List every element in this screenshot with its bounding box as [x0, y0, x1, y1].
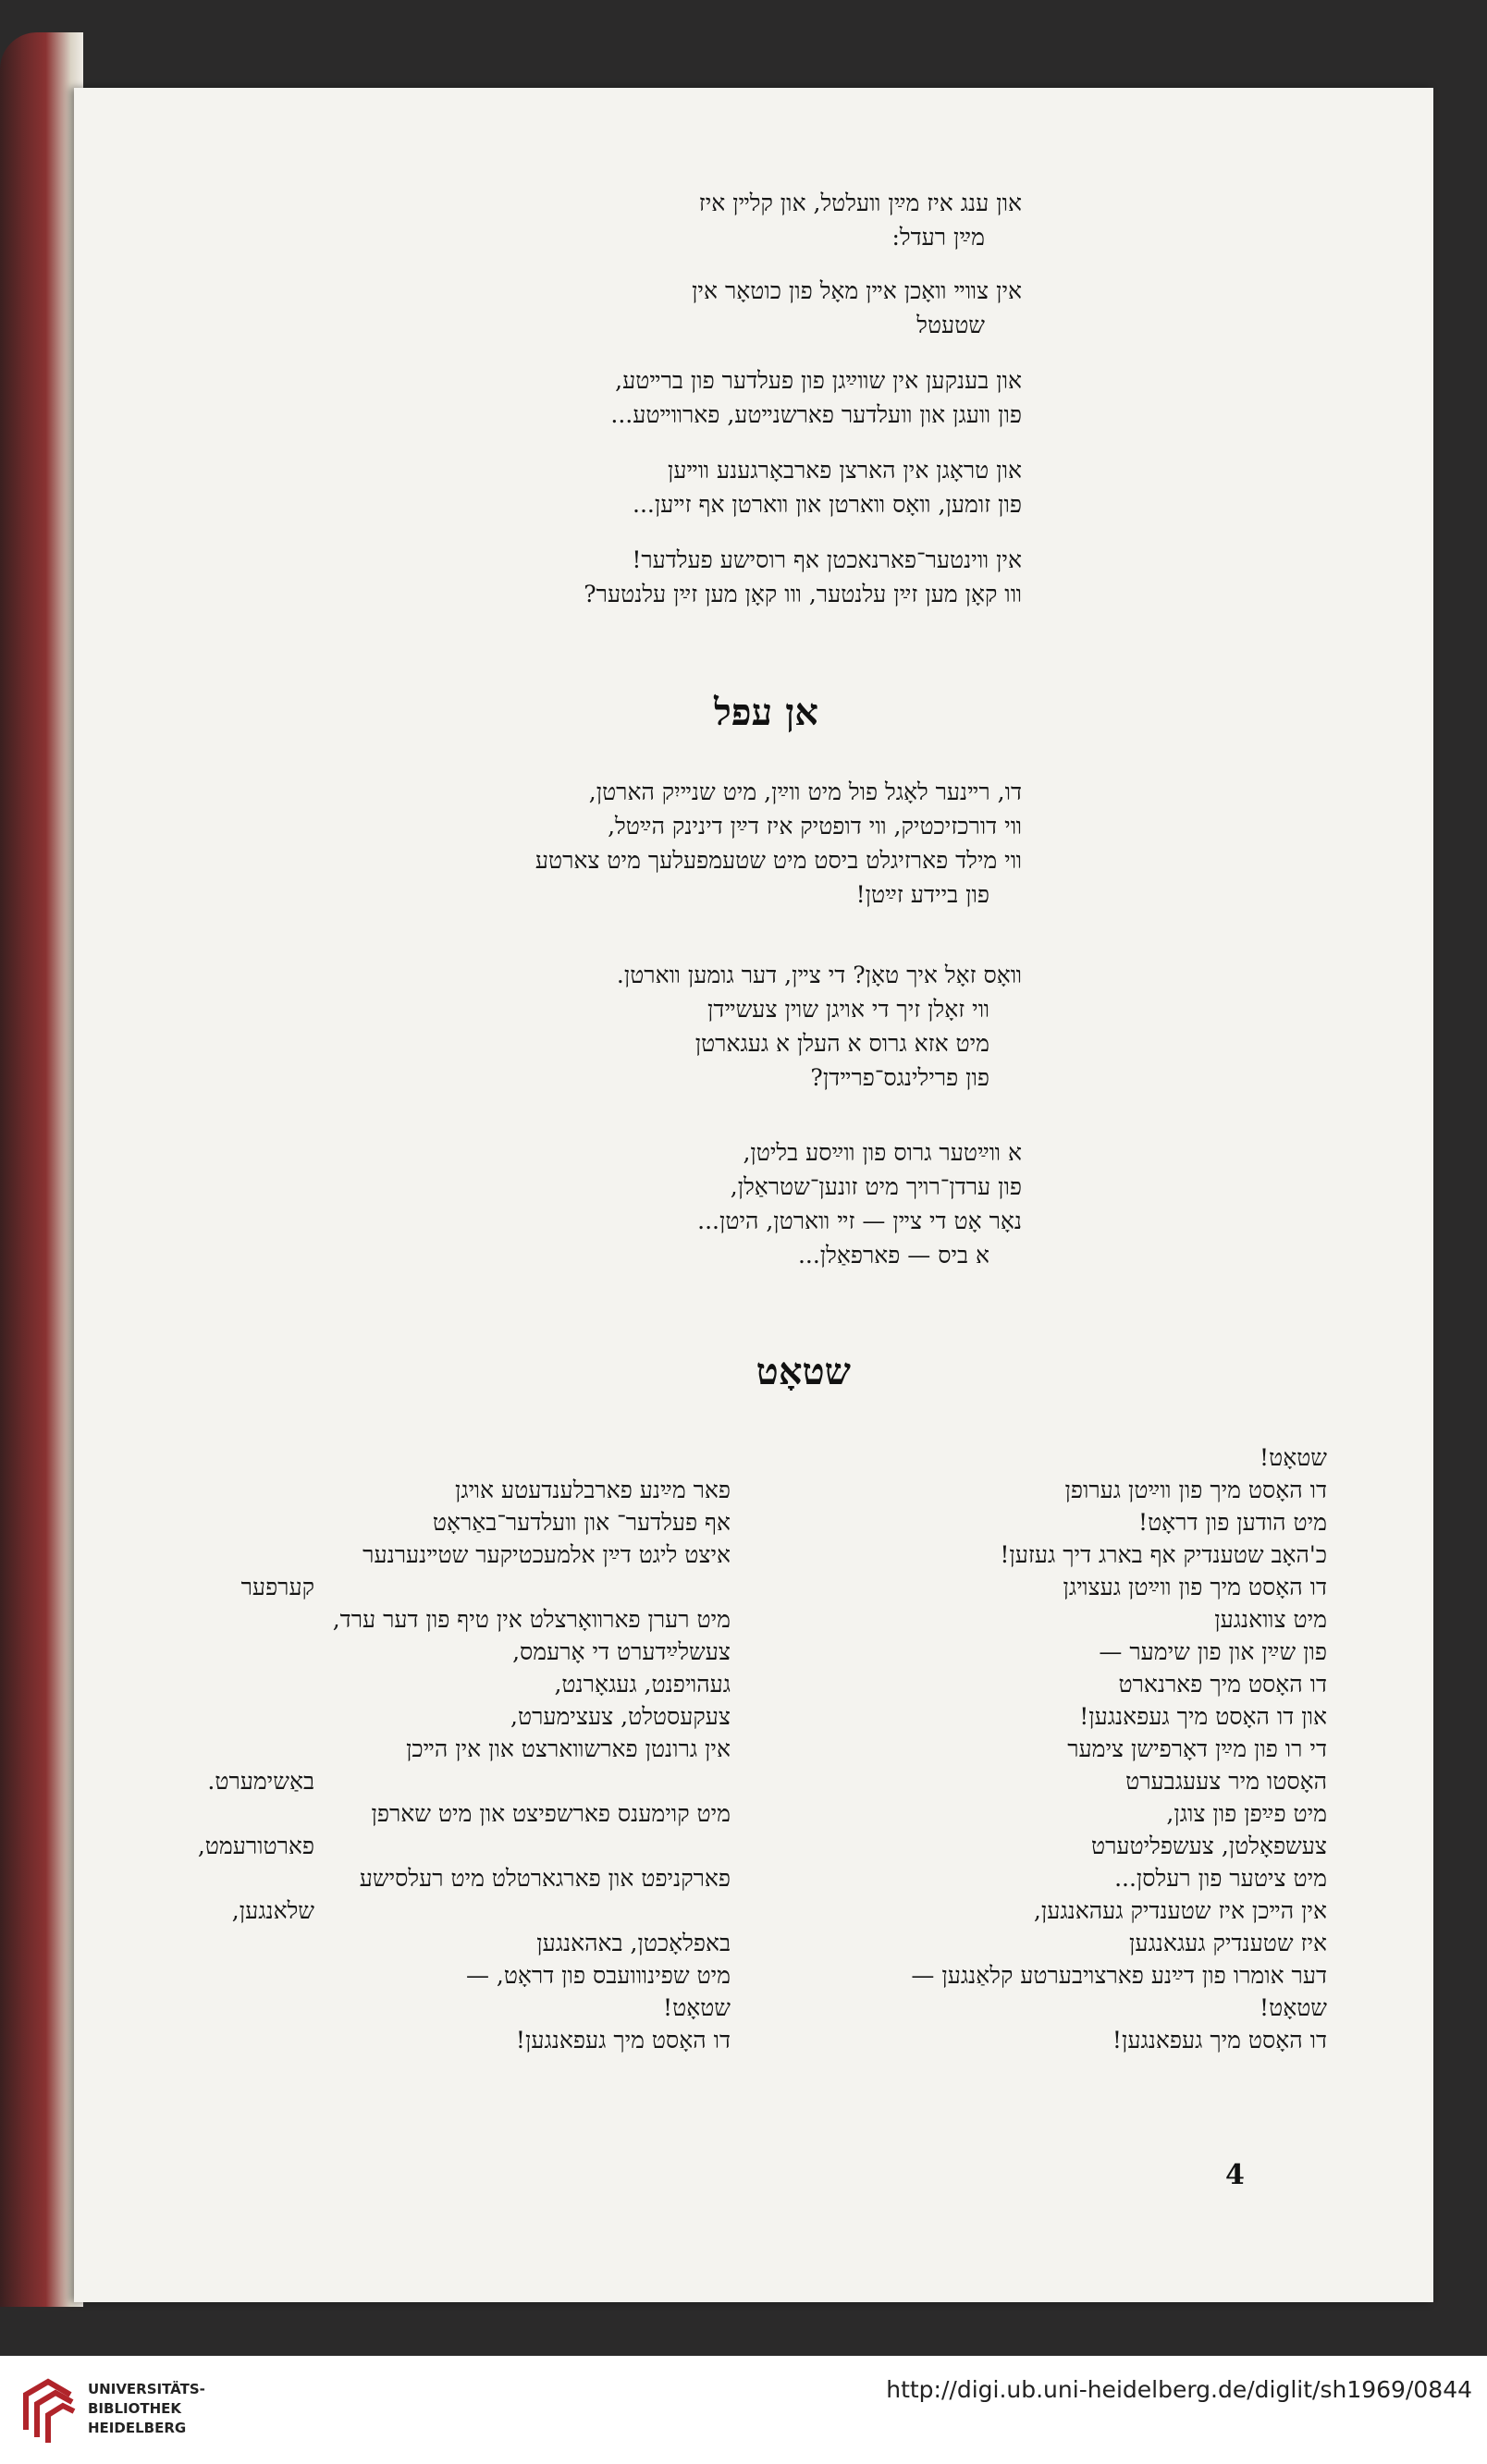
poem1-line: אין װינטער־פארנאכטן אף רוסישע פעלדער!: [632, 546, 1022, 573]
poem1-line: און בענקען אין שװײַגן פון פעלדער פון ברײטע,: [615, 367, 1022, 394]
poem1-line: און טראָגן אין הארצן פארבאָרגענע װײען: [668, 457, 1022, 484]
poem3-left-line: שטאָט!: [663, 1994, 731, 2021]
poem3-left-line: צעקעסטלט, צעצימערט,: [510, 1703, 731, 1730]
poem2-line: דו, רײנער לאָגל פול מיט װײַן, מיט שנײיִק הארטן,: [588, 778, 1022, 805]
poem3-left-line: איצט ליגט דײַן אלמעכטיקער שטײנערנער: [363, 1541, 731, 1568]
poem3-right-line: כ'האָב שטענדיק אף בארג דיך געזען!: [1000, 1541, 1327, 1568]
poem3-right-line: אין הײכן איז שטענדיק געהאנגען,: [1033, 1897, 1327, 1924]
poem3-left-line: פארקניפט און פארגארטלט מיט רעלסישע: [359, 1865, 731, 1892]
poem2-line: א װײַטער גרוס פון װײַסע בליטן,: [743, 1139, 1022, 1166]
poem2-line: נאָר אָט די צײן — זײ װארטן, היטן...: [697, 1207, 1022, 1234]
library-line: UNIVERSITÄTS-: [88, 2381, 205, 2397]
poem3-right-line: שטאָט!: [1260, 1994, 1327, 2021]
poem2-line: א ביס — פארפאַלן...: [797, 1242, 989, 1269]
poem3-right-line: דו האָסט מיך פארנארט: [1118, 1671, 1327, 1698]
poem3-left-line: מיט שפינװועבס פון דראָט, —: [465, 1962, 731, 1989]
book-spine-edge: [0, 32, 83, 2307]
poem3-left-line: פאר מײַנע פארבלענדעטע אױגן: [455, 1477, 731, 1503]
poem3-right-line: מיט ציטער פון רעלסן...: [1114, 1865, 1327, 1892]
poem1-line: פון זומען, װאָס װארטן און װארטן אף זײען...: [633, 491, 1022, 518]
poem1-line: פון װעגן און װעלדער פארשנײטע, פארװײטע...: [610, 401, 1022, 428]
poem3-right-line: צעשפאָלטן, צעשפליטערט: [1090, 1833, 1327, 1859]
poem1-line: מײַן רעדל:: [891, 224, 985, 251]
poem2-line: װי מילד פארזיגלט ביסט מיט שטעמפעלעך מיט צארטע: [535, 847, 1022, 874]
poem3-left-line: דו האָסט מיך געפאנגען!: [515, 2027, 731, 2053]
page-number: 4: [1225, 2159, 1245, 2191]
library-name: [88, 2380, 205, 2438]
poem3-right-line: האָסטו מיר צעעגבערט: [1125, 1768, 1327, 1795]
poem1-line: אין צװײ װאָכן אײן מאָל פון כוטאָר אין: [692, 277, 1022, 304]
poem1-line: װו קאָן מען זײַן עלנטער, װו קאָן מען זײַן עלנטער?: [584, 581, 1022, 607]
poem2-title: אן עפל: [714, 691, 818, 734]
poem3-left-line: פארטורעמט,: [197, 1833, 314, 1859]
poem3-left-line: באַשימערט.: [207, 1768, 314, 1795]
library-line: BIBLIOTHEK: [88, 2400, 181, 2417]
poem3-left-line: קערפער: [240, 1574, 314, 1600]
poem3-title: שטאָט: [756, 1350, 851, 1393]
poem3-left-line: מיט קוימענס פארשפיצט און מיט שארפן: [371, 1800, 731, 1827]
poem3-right-line: מיט פײַפן פון צוגן,: [1166, 1800, 1327, 1827]
poem3-left-line: מיט רערן פארװאָרצלט אין טיף פון דער ערד,: [332, 1606, 731, 1633]
footer-bar: [0, 2356, 1487, 2464]
poem3-left-line: צעשלײַדערט די אָרעמס,: [512, 1638, 731, 1665]
poem2-line: פון ביידע זײַטן!: [855, 881, 989, 908]
poem3-right-line: איז שטענדיק געגאנגען: [1128, 1930, 1327, 1956]
poem2-line: װי דורכזיכטיק, װי דופטיק איז דײַן דינינק הײַטל,: [608, 813, 1022, 840]
poem3-right-line: מיט הודען פון דראָט!: [1138, 1509, 1327, 1536]
poem3-left-line: באפלאָכטן, באהאנגען: [536, 1930, 731, 1956]
poem3-right-line: דו האָסט מיך פון װײַטן גערופן: [1064, 1477, 1327, 1503]
poem3-left-line: שלאנגען,: [231, 1897, 314, 1924]
poem3-left-line: אין גרונטן פארשװארצט און אין הײכן: [406, 1735, 731, 1762]
poem2-line: מיט אזא גרוס א העלן א געגארטן: [694, 1030, 989, 1057]
poem3-right-line: דו האָסט מיך פון װײַטן געצױגן: [1063, 1574, 1327, 1600]
poem3-left-line: אף פעלדער־ און װעלדער־באַראָט: [432, 1509, 731, 1536]
poem3-right-line: די רו פון מײַן דאָרפישן צימער: [1067, 1735, 1327, 1762]
poem2-line: װאָס זאָל איך טאָן? די צײן, דער גומען װארטן.: [616, 962, 1022, 988]
poem3-right-line: שטאָט!: [1260, 1444, 1327, 1471]
source-url[interactable]: http://digi.ub.uni-heidelberg.de/diglit/sh1969/0844: [886, 2376, 1472, 2403]
poem3-right-line: מיט צװאנגען: [1214, 1606, 1327, 1633]
poem1-line: שטעטל: [916, 312, 985, 338]
library-line: HEIDELBERG: [88, 2420, 187, 2436]
poem3-right-line: פון שײַן און פון שימער —: [1099, 1638, 1327, 1665]
book-page: [74, 88, 1433, 2302]
poem3-right-line: און דו האָסט מיך געפאנגען!: [1079, 1703, 1327, 1730]
poem2-line: װי זאָלן זיך די אױגן שױן צעשײדן: [707, 996, 989, 1023]
poem3-right-line: דו האָסט מיך געפאנגען!: [1112, 2027, 1327, 2053]
poem1-line: און ענג איז מײַן װעלטל, און קלײן איז: [698, 190, 1022, 216]
poem3-right-line: דער אומרו פון דײַנע פארצױבערטע קלאַנגען —: [911, 1962, 1327, 1989]
poem2-line: פון ערדן־רױך מיט זונען־שטראַלן,: [730, 1173, 1022, 1200]
poem3-left-line: געהױפנט, געגאָרנט,: [554, 1671, 731, 1698]
library-logo-icon: [17, 2374, 80, 2446]
poem2-line: פון פרילינגס־פרײדן?: [810, 1064, 989, 1091]
